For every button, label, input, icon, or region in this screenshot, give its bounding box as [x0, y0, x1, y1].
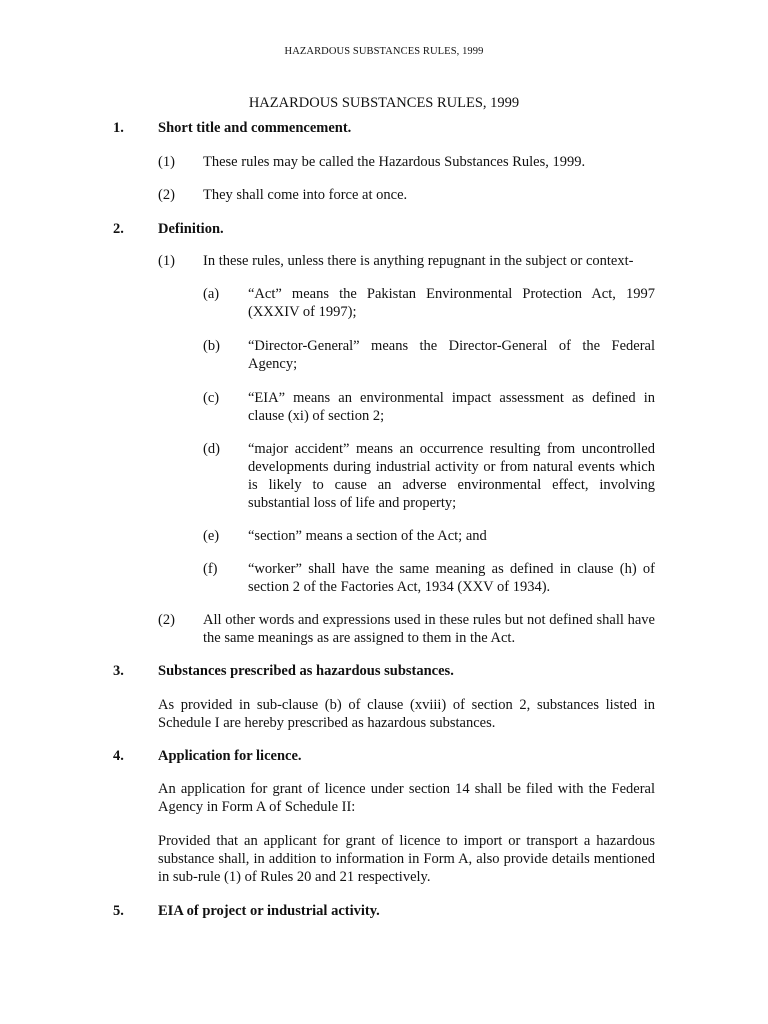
rule-text: In these rules, unless there is anything repugnant in the subject or context-: [203, 253, 634, 269]
clause-number: (a): [203, 286, 220, 302]
section-title: Short title and commencement.: [158, 120, 352, 136]
clause-d: [203, 440, 655, 512]
clause-number: (b): [203, 338, 220, 354]
document-title: HAZARDOUS SUBSTANCES RULES, 1999: [248, 95, 520, 111]
clause-text: “worker” shall have the same meaning as defined in clause (h) of section 2 of the Factories Act, 1934 (XXV of 1934).: [248, 561, 655, 595]
rule-text: They shall come into force at once.: [203, 187, 408, 203]
clause-text: “major accident” means an occurrence resulting from uncontrolled developments during industrial activity or from natural events which is likely to cause an adverse environmental effect, involving substantial loss of life and property;: [248, 441, 655, 511]
clause-a: [203, 285, 655, 321]
section-title: Substances prescribed as hazardous substances.: [158, 663, 454, 679]
section-4-paragraph-2: Provided that an applicant for grant of licence to import or transport a hazardous substance shall, in addition to information in Form A, also provide details mentioned in sub-rule (1) of Rules 20 and 21 respectively.: [158, 833, 655, 885]
rule-number: (2): [158, 612, 175, 628]
section-number: 4.: [113, 748, 124, 764]
section-title: Definition.: [158, 221, 224, 237]
section-3-paragraph: As provided in sub-clause (b) of clause (xviii) of section 2, substances listed in Schedule I are hereby prescribed as hazardous substances.: [158, 697, 655, 731]
section-number: 5.: [113, 903, 124, 919]
section-title: Application for licence.: [158, 748, 302, 764]
clause-text: “Act” means the Pakistan Environmental Protection Act, 1997 (XXXIV of 1997);: [248, 286, 655, 320]
clause-b: [203, 337, 655, 373]
clause-number: (e): [203, 528, 220, 544]
rule-number: (1): [158, 154, 175, 170]
clause-c: [203, 389, 655, 425]
rule-1-1: [158, 153, 655, 171]
rule-text: All other words and expressions used in these rules but not defined shall have the same meanings as are assigned to them in the Act.: [203, 612, 655, 646]
clause-f: [203, 560, 655, 596]
clause-number: (c): [203, 390, 220, 406]
running-header: HAZARDOUS SUBSTANCES RULES, 1999: [284, 46, 484, 57]
rule-2-2: [158, 611, 655, 647]
rule-2-1: [158, 252, 655, 270]
clause-number: (d): [203, 441, 220, 457]
rule-number: (1): [158, 253, 175, 269]
section-number: 1.: [113, 120, 124, 136]
clause-e: [203, 527, 655, 545]
clause-text: “EIA” means an environmental impact assessment as defined in clause (xi) of section 2;: [248, 390, 655, 424]
clause-text: “section” means a section of the Act; and: [248, 528, 487, 544]
rule-number: (2): [158, 187, 175, 203]
rule-1-2: [158, 186, 655, 204]
section-number: 3.: [113, 663, 124, 679]
section-title: EIA of project or industrial activity.: [158, 903, 380, 919]
rule-text: These rules may be called the Hazardous Substances Rules, 1999.: [203, 154, 586, 170]
clause-number: (f): [203, 561, 218, 577]
section-number: 2.: [113, 221, 124, 237]
section-4-paragraph-1: An application for grant of licence under section 14 shall be filed with the Federal Agency in Form A of Schedule II:: [158, 781, 655, 815]
clause-text: “Director-General” means the Director-General of the Federal Agency;: [248, 338, 655, 372]
